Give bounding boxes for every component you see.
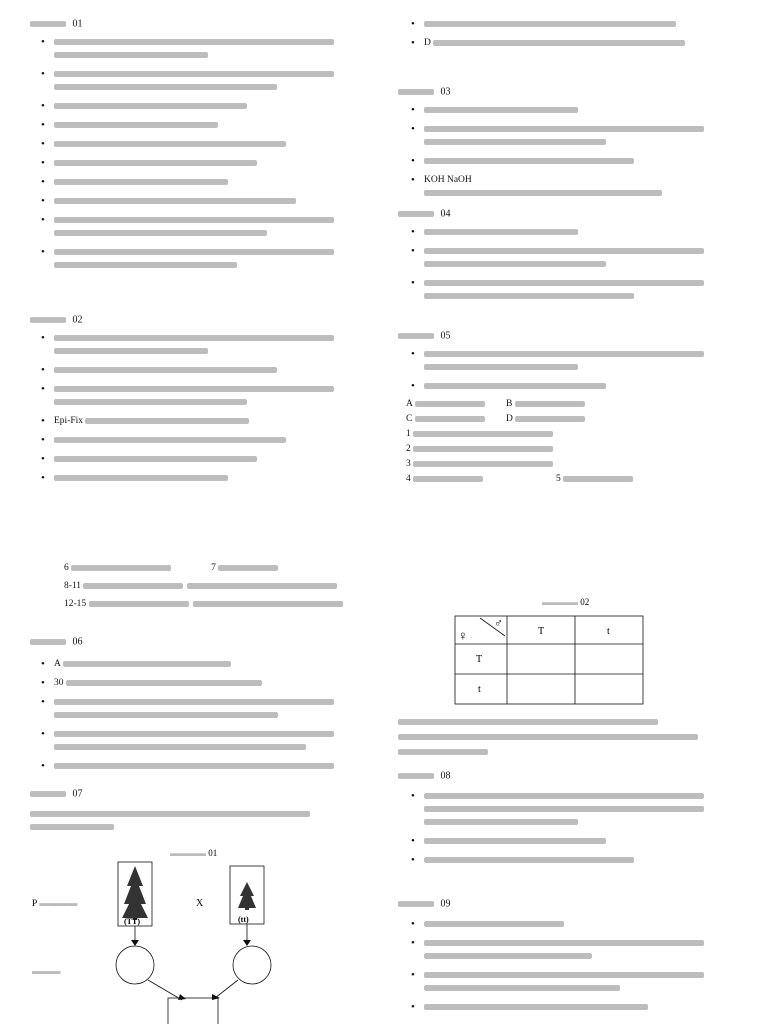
diagram-title-num: 01 [208,848,218,858]
text-placeholder [54,262,237,268]
p-label-placeholder: ▬▬▬▬ [36,899,78,909]
bullet-item [411,277,714,303]
bullet-dot: • [41,332,45,344]
bullet-item [41,68,344,94]
text-placeholder [54,475,228,481]
line-number: 6 [64,563,72,574]
section-heading-text [398,901,434,907]
text-placeholder [54,744,306,750]
male-symbol: ♂ [494,616,503,630]
bullet-dot: • [411,18,415,30]
text-placeholder [424,838,606,844]
bullet-text-2: NaOH [446,175,472,185]
bullet-text: 30 [54,678,66,689]
text-placeholder [515,401,585,407]
bullet-dot: • [411,174,415,186]
cross-diagram [30,842,330,1024]
option-label: 2 [406,444,414,455]
bullet-item [41,138,344,151]
punnett-title [542,597,589,607]
section-number: 08 [438,770,451,782]
section-heading [30,314,83,326]
bullet-item [411,18,714,31]
bullet-item [41,176,344,189]
diagram-title [170,848,217,858]
text-placeholder [218,565,278,571]
numbered-line [64,598,364,611]
bullet-item [41,760,344,773]
bullet-item [41,434,344,447]
section-heading-text [30,317,66,323]
text-placeholder [54,103,247,109]
text-placeholder [424,819,578,825]
bullet-item [411,854,714,867]
bullet-item [41,100,344,113]
bullet-dot: • [411,348,415,360]
punnett-title-placeholder: ▬▬▬▬ [542,597,578,607]
line-number: 12-15 [64,599,89,610]
text-placeholder [424,857,634,863]
text-placeholder [83,583,183,589]
text-placeholder [424,293,634,299]
bullet-item [411,245,714,271]
bullet-dot: • [41,658,45,670]
bullet-item [411,835,714,848]
option-d [506,413,589,426]
section-number: 04 [438,208,451,220]
bullet-item [41,214,344,240]
bullet-text: D [424,38,434,49]
text-placeholder [424,229,578,235]
text-placeholder [66,680,262,686]
bullet-dot: • [41,68,45,80]
text-placeholder [54,52,208,58]
text-placeholder [54,367,277,373]
section-heading-text [30,791,66,797]
text-placeholder [54,763,334,769]
text-placeholder [515,416,585,422]
option-label: 4 [406,474,414,485]
bullet-dot: • [411,123,415,135]
bullet-item [411,937,714,963]
bullet-item [411,1001,714,1014]
bullet-text: Epi-Fix [54,416,86,427]
paragraph-line [398,746,492,759]
bullet-item [41,36,344,62]
tall-plant-icon [122,866,148,920]
text-placeholder [54,437,286,443]
bullet-dot: • [41,195,45,207]
bullet-item [411,918,714,931]
text-placeholder [424,261,606,267]
punnett-square [450,594,650,712]
line-number-2: 7 [211,563,219,574]
option-label: B [506,399,515,410]
option-label: 1 [406,429,414,440]
bullet-item [41,696,344,722]
section-number: 03 [438,86,451,98]
text-placeholder [424,21,676,27]
gamete-label: ▬▬▬ [32,967,61,977]
bullet-dot: • [411,155,415,167]
cross-symbol: X [196,898,204,909]
option-label: D [506,414,516,425]
option-c [406,413,489,426]
text-placeholder [30,824,114,830]
text-placeholder [54,179,228,185]
text-placeholder [71,565,171,571]
section-heading-text [398,773,434,779]
bullet-item [41,364,344,377]
bullet-dot: • [41,119,45,131]
section-number: 01 [70,18,83,30]
paragraph-line [398,731,702,744]
text-placeholder [424,793,704,799]
section-heading [398,898,451,910]
text-placeholder [424,280,704,286]
text-placeholder [424,921,564,927]
bullet-dot: • [41,157,45,169]
bullet-dot: • [41,472,45,484]
text-placeholder [424,248,704,254]
parent-right-genotype: (tt) [238,915,249,924]
bullet-item [411,37,714,50]
bullet-dot: • [41,364,45,376]
punnett-title-num: 02 [580,597,590,607]
text-placeholder [54,249,334,255]
text-placeholder [563,476,633,482]
bullet-item [41,658,344,671]
bullet-dot: • [41,176,45,188]
bullet-dot: • [411,380,415,392]
option-n5 [556,473,637,486]
bullet-dot: • [411,226,415,238]
bullet-dot: • [41,434,45,446]
bullet-item [41,157,344,170]
bullet-item [411,380,714,393]
bullet-item [41,332,344,358]
section-heading [398,86,451,98]
p-label: P [32,899,37,909]
text-placeholder [54,39,334,45]
option-n2 [406,443,557,456]
section-number: 02 [70,314,83,326]
text-placeholder [424,972,704,978]
bullet-item [41,472,344,485]
text-placeholder [398,749,488,755]
offspring-box [168,998,218,1024]
bullet-dot: • [41,453,45,465]
option-n4 [406,473,487,486]
bullet-item [411,348,714,374]
punnett-col1: T [538,626,545,637]
text-placeholder [54,122,218,128]
bullet-item [41,246,344,272]
text-placeholder [54,386,334,392]
text-placeholder [413,461,553,467]
section-number: 05 [438,330,451,342]
bullet-dot: • [411,937,415,949]
option-label: A [406,399,415,410]
section-heading [30,18,83,30]
text-placeholder [63,661,231,667]
paragraph-line [398,716,662,729]
section-07-body [30,808,350,834]
section-heading [30,788,83,800]
text-placeholder [398,734,698,740]
bullet-dot: • [411,835,415,847]
text-placeholder [89,601,189,607]
option-b [506,398,589,411]
section-heading-text [30,21,66,27]
text-placeholder [424,190,662,196]
section-heading-text [398,211,434,217]
text-placeholder [424,126,704,132]
bullet-dot: • [411,37,415,49]
gamete-left [116,946,154,984]
bullet-dot: • [41,696,45,708]
text-placeholder [415,401,485,407]
bullet-dot: • [41,383,45,395]
section-number: 09 [438,898,451,910]
punnett-col2: t [607,626,610,637]
text-placeholder [54,348,208,354]
text-placeholder [413,476,483,482]
bullet-item [411,155,714,168]
parent-left-genotype: (TT) [124,917,140,926]
text-placeholder [54,84,277,90]
bullet-dot: • [411,277,415,289]
text-placeholder [54,335,334,341]
section-heading [398,208,451,220]
text-placeholder [424,1004,648,1010]
text-placeholder [193,601,343,607]
section-heading [398,330,451,342]
text-placeholder [424,139,606,145]
bullet-dot: • [41,677,45,689]
section-heading-text [398,333,434,339]
bullet-text: A [54,659,63,670]
female-symbol: ♀ [458,628,468,643]
option-label: 5 [556,474,564,485]
bullet-item [41,415,344,428]
bullet-item [411,226,714,239]
bullet-item [41,453,344,466]
text-placeholder [413,446,553,452]
bullet-item [411,790,714,830]
section-number: 06 [70,636,83,648]
bullet-dot: • [41,100,45,112]
bullet-item [411,104,714,117]
option-label: 3 [406,459,414,470]
bullet-item [411,969,714,995]
section-heading [30,636,83,648]
bullet-dot: • [41,728,45,740]
text-placeholder [54,141,286,147]
bullet-dot: • [411,790,415,802]
text-placeholder [54,731,334,737]
short-plant-icon [238,882,256,910]
option-a [406,398,489,411]
text-placeholder [54,712,278,718]
section-heading-text [30,639,66,645]
text-placeholder [424,107,578,113]
bullet-item [41,383,344,409]
text-placeholder [424,985,620,991]
text-placeholder [424,351,704,357]
bullet-dot: • [411,969,415,981]
text-placeholder [54,399,247,405]
text-placeholder [30,811,310,817]
punnett-row2: t [478,684,481,695]
text-placeholder [85,418,249,424]
text-placeholder [415,416,485,422]
bullet-dot: • [411,918,415,930]
text-placeholder [424,158,634,164]
p-generation-label [32,899,78,909]
line-number: 8-11 [64,581,84,592]
text-placeholder [54,71,334,77]
text-placeholder [413,431,553,437]
bullet-dot: • [41,415,45,427]
text-placeholder [424,940,704,946]
text-placeholder [424,364,578,370]
bullet-item [41,677,344,690]
numbered-line [64,580,364,593]
bullet-item [41,195,344,208]
text-placeholder [54,160,257,166]
text-placeholder [54,198,296,204]
text-placeholder [424,953,592,959]
text-placeholder [187,583,337,589]
text-placeholder [424,806,704,812]
section-heading-text [398,89,434,95]
diagram-title-placeholder: ▬▬▬▬ [170,848,206,858]
bullet-dot: • [41,138,45,150]
bullet-item [41,119,344,132]
option-n1 [406,428,557,441]
bullet-dot: • [411,1001,415,1013]
section-heading [398,770,451,782]
text-placeholder [398,719,658,725]
bullet-dot: • [411,854,415,866]
bullet-item [41,728,344,754]
text-placeholder [424,383,606,389]
bullet-item [411,174,714,200]
numbered-line [64,562,364,575]
bullet-dot: • [41,760,45,772]
gamete-right [233,946,271,984]
option-n3 [406,458,557,471]
bullet-dot: • [411,245,415,257]
text-placeholder [433,40,685,46]
text-placeholder [54,456,257,462]
section-number: 07 [70,788,83,800]
text-placeholder [54,230,267,236]
bullet-dot: • [411,104,415,116]
text-placeholder [54,217,334,223]
bullet-dot: • [41,246,45,258]
bullet-dot: • [41,214,45,226]
bullet-dot: • [41,36,45,48]
text-placeholder [54,699,334,705]
punnett-row1: T [476,654,483,665]
bullet-text: KOH [424,175,447,185]
option-label: C [406,414,415,425]
bullet-item [411,123,714,149]
